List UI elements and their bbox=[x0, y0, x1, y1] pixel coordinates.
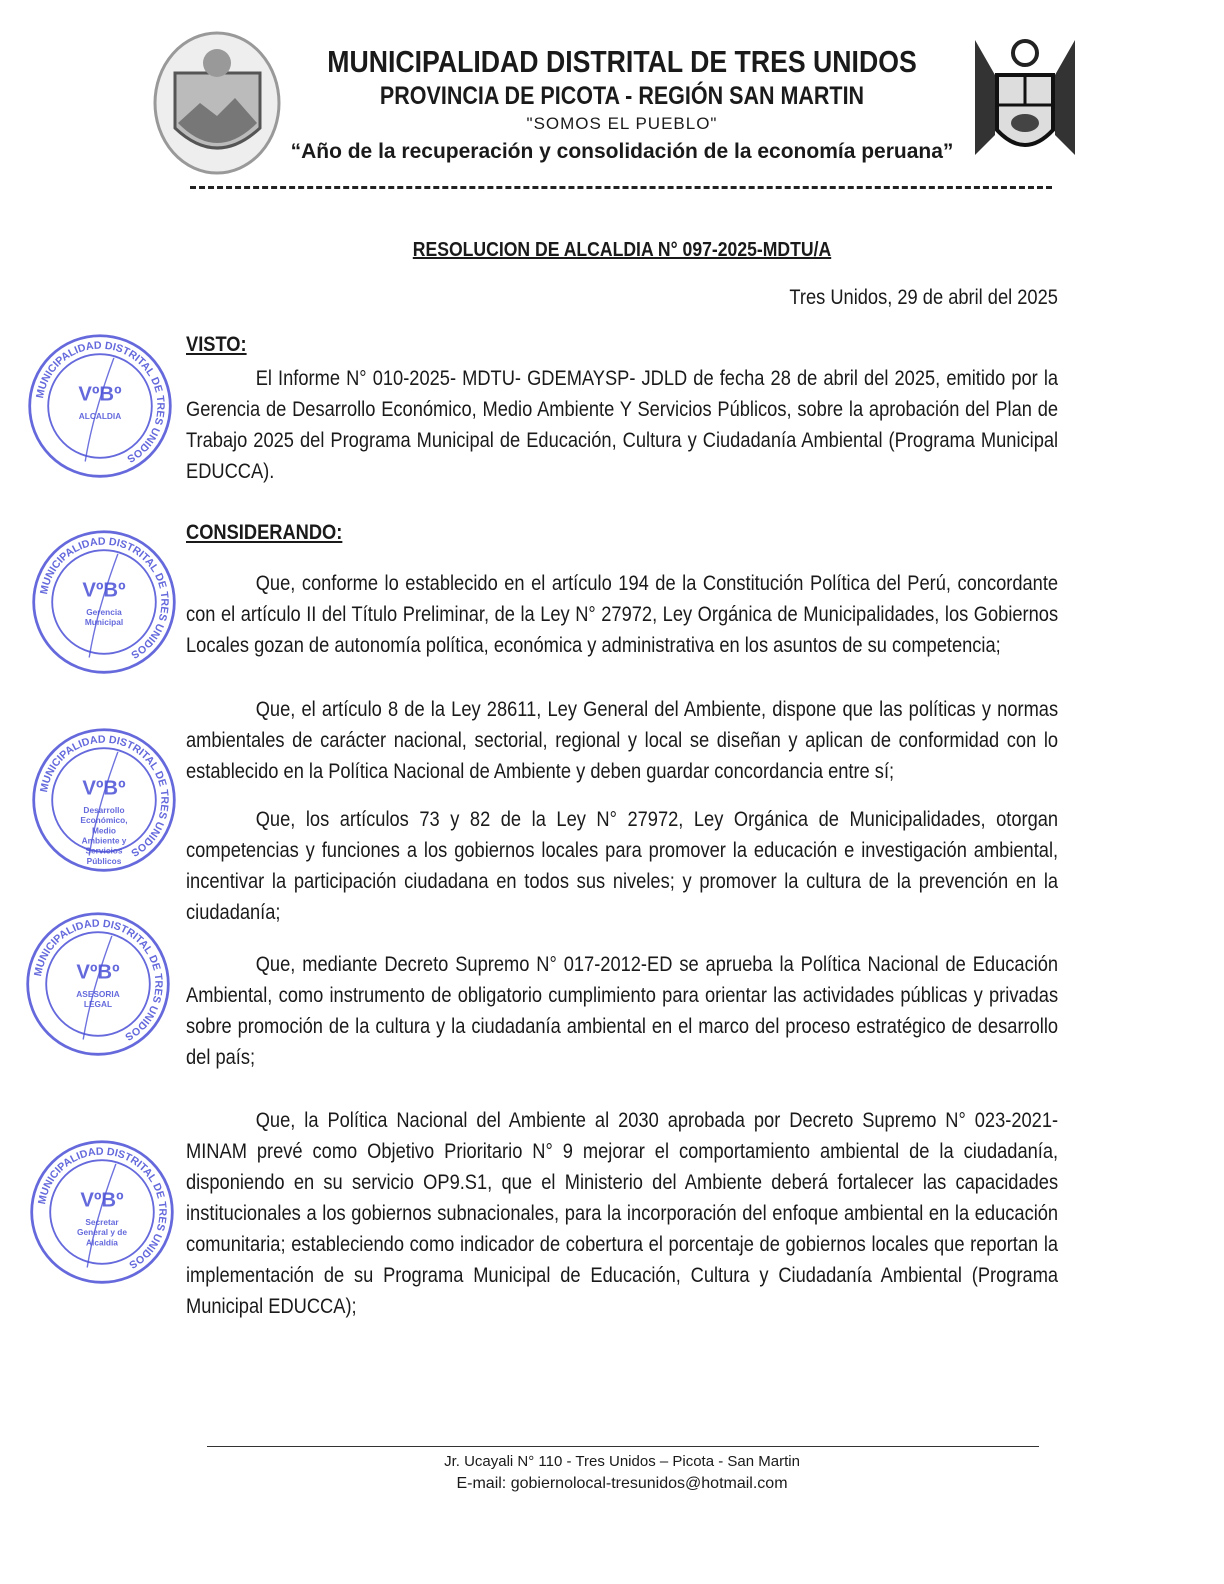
svg-text:Públicos: Públicos bbox=[86, 855, 122, 866]
svg-text:Servicios: Servicios bbox=[85, 845, 123, 856]
svg-text:ALCALDIA: ALCALDIA bbox=[78, 410, 122, 421]
footer-divider bbox=[207, 1446, 1039, 1447]
svg-text:Gerencia: Gerencia bbox=[86, 606, 122, 617]
approval-stamp bbox=[30, 726, 178, 874]
svg-text:LEGAL: LEGAL bbox=[83, 999, 113, 1010]
svg-text:MUNICIPALIDAD DISTRITAL DE TRE: MUNICIPALIDAD DISTRITAL DE TRES UNIDOS bbox=[38, 535, 171, 661]
svg-text:Municipal: Municipal bbox=[84, 617, 124, 628]
svg-text:MUNICIPALIDAD DISTRITAL DE TRE: MUNICIPALIDAD DISTRITAL DE TRES UNIDOS bbox=[36, 1145, 169, 1271]
considerando-paragraph: Que, los artículos 73 y 82 de la Ley N° 27972, Ley Orgánica de Municipalidades, otorgan competencias y funciones a los gobiernos locales para promover la educación e investigación ambiental, incentivar la participación ciudadana en todos sus niveles; y promover la cultura de la prevención en la ciudadanía; bbox=[186, 807, 1059, 924]
footer-address: Jr. Ucayali N° 110 - Tres Unidos – Picota - San Martin bbox=[444, 1453, 800, 1470]
svg-text:VºBº: VºBº bbox=[78, 383, 122, 406]
header-title: MUNICIPALIDAD DISTRITAL DE TRES UNIDOS bbox=[327, 44, 917, 79]
svg-text:Medio: Medio bbox=[91, 825, 117, 836]
approval-stamp bbox=[30, 528, 178, 676]
svg-text:Ambiente y: Ambiente y bbox=[81, 835, 127, 846]
resolution-body bbox=[186, 329, 1212, 1322]
svg-text:VºBº: VºBº bbox=[82, 777, 126, 800]
header-year-motto: “Año de la recuperación y consolidación de la economía peruana” bbox=[290, 140, 954, 163]
svg-text:MUNICIPALIDAD DISTRITAL DE TRE: MUNICIPALIDAD DISTRITAL DE TRES UNIDOS bbox=[34, 339, 167, 465]
considerando-paragraph: Que, la Política Nacional del Ambiente al 2030 aprobada por Decreto Supremo N° 023-2021-MINAM prevé como Objetivo Prioritario N° 9 mejorar el comportamiento ambiental de la ciudadanía, disponiendo en su servicio OP9.S1, que el Ministerio del Ambiente deberá fortalecer las capacidades institucionales a los gobiernos subnacionales, para la incorporación del enfoque ambiental en la educación comunitaria; estableciendo como indicador de cobertura el porcentaje de gobiernos locales que reportan la implementación de su Programa Municipal de Educación, Cultura y Ciudadanía Ambiental (Programa Municipal EDUCCA); bbox=[186, 1108, 1059, 1318]
visto-paragraph: El Informe N° 010-2025- MDTU- GDEMAYSP- JDLD de fecha 28 de abril del 2025, emitido por la Gerencia de Desarrollo Económico, Medio Ambiente Y Servicios Públicos, sobre la aprobación del Plan de Trabajo 2025 del Programa Municipal de Educación, Cultura y Ciudadanía Ambiental (Programa Municipal EDUCCA). bbox=[186, 366, 1059, 483]
svg-text:Secretar: Secretar bbox=[85, 1216, 119, 1227]
header-divider bbox=[190, 186, 1052, 189]
svg-text:MUNICIPALIDAD DISTRITAL DE TRE: MUNICIPALIDAD DISTRITAL DE TRES UNIDOS bbox=[38, 733, 171, 859]
considerando-paragraph: Que, mediante Decreto Supremo N° 017-2012-ED se aprueba la Política Nacional de Educación Ambiental, como instrumento de obligatorio cumplimiento para orientar las actividades públicas y privadas sobre promoción de la cultura y la ciudadanía ambiental en el marco del proceso estratégico de desarrollo del país; bbox=[186, 952, 1059, 1069]
svg-text:VºBº: VºBº bbox=[82, 579, 126, 602]
svg-text:Desarrollo: Desarrollo bbox=[83, 804, 125, 815]
svg-text:VºBº: VºBº bbox=[76, 961, 120, 984]
header-slogan: "SOMOS EL PUEBLO" bbox=[526, 114, 718, 133]
svg-text:ASESORIA: ASESORIA bbox=[76, 988, 120, 999]
considerando-paragraph: Que, conforme lo establecido en el artículo 194 de la Constitución Política del Perú, concordante con el artículo II del Título Preliminar, de la Ley N° 27972, Ley Orgánica de Municipalidades, los Gobiernos Locales gozan de autonomía política, económica y administrativa en los asuntos de su competencia; bbox=[186, 571, 1059, 657]
svg-text:MUNICIPALIDAD DISTRITAL DE TRE: MUNICIPALIDAD DISTRITAL DE TRES UNIDOS bbox=[32, 917, 165, 1043]
svg-text:Alcaldía: Alcaldía bbox=[86, 1237, 118, 1248]
svg-text:VºBº: VºBº bbox=[80, 1189, 124, 1212]
header-subtitle: PROVINCIA DE PICOTA - REGIÓN SAN MARTIN bbox=[379, 82, 865, 110]
footer-email: E-mail: gobiernolocal-tresunidos@hotmail.com bbox=[456, 1475, 788, 1492]
svg-text:General y de: General y de bbox=[77, 1227, 127, 1238]
resolution-date: Tres Unidos, 29 de abril del 2025 bbox=[789, 285, 1058, 309]
svg-text:Económico,: Económico, bbox=[80, 815, 128, 826]
approval-stamp bbox=[28, 1138, 176, 1286]
visto-heading: VISTO: bbox=[186, 332, 247, 356]
resolution-title: RESOLUCION DE ALCALDIA N° 097-2025-MDTU/A bbox=[412, 239, 832, 261]
considerando-heading: CONSIDERANDO: bbox=[186, 520, 343, 544]
approval-stamp bbox=[24, 910, 172, 1058]
approval-stamp bbox=[26, 332, 174, 480]
considerando-paragraph: Que, el artículo 8 de la Ley 28611, Ley General del Ambiente, dispone que las políticas y normas ambientales de carácter nacional, sectorial, regional y local se diseñan y aplican de conformidad con lo establecido en la Política Nacional de Ambiente y deben guardar concordancia entre sí; bbox=[186, 697, 1059, 783]
